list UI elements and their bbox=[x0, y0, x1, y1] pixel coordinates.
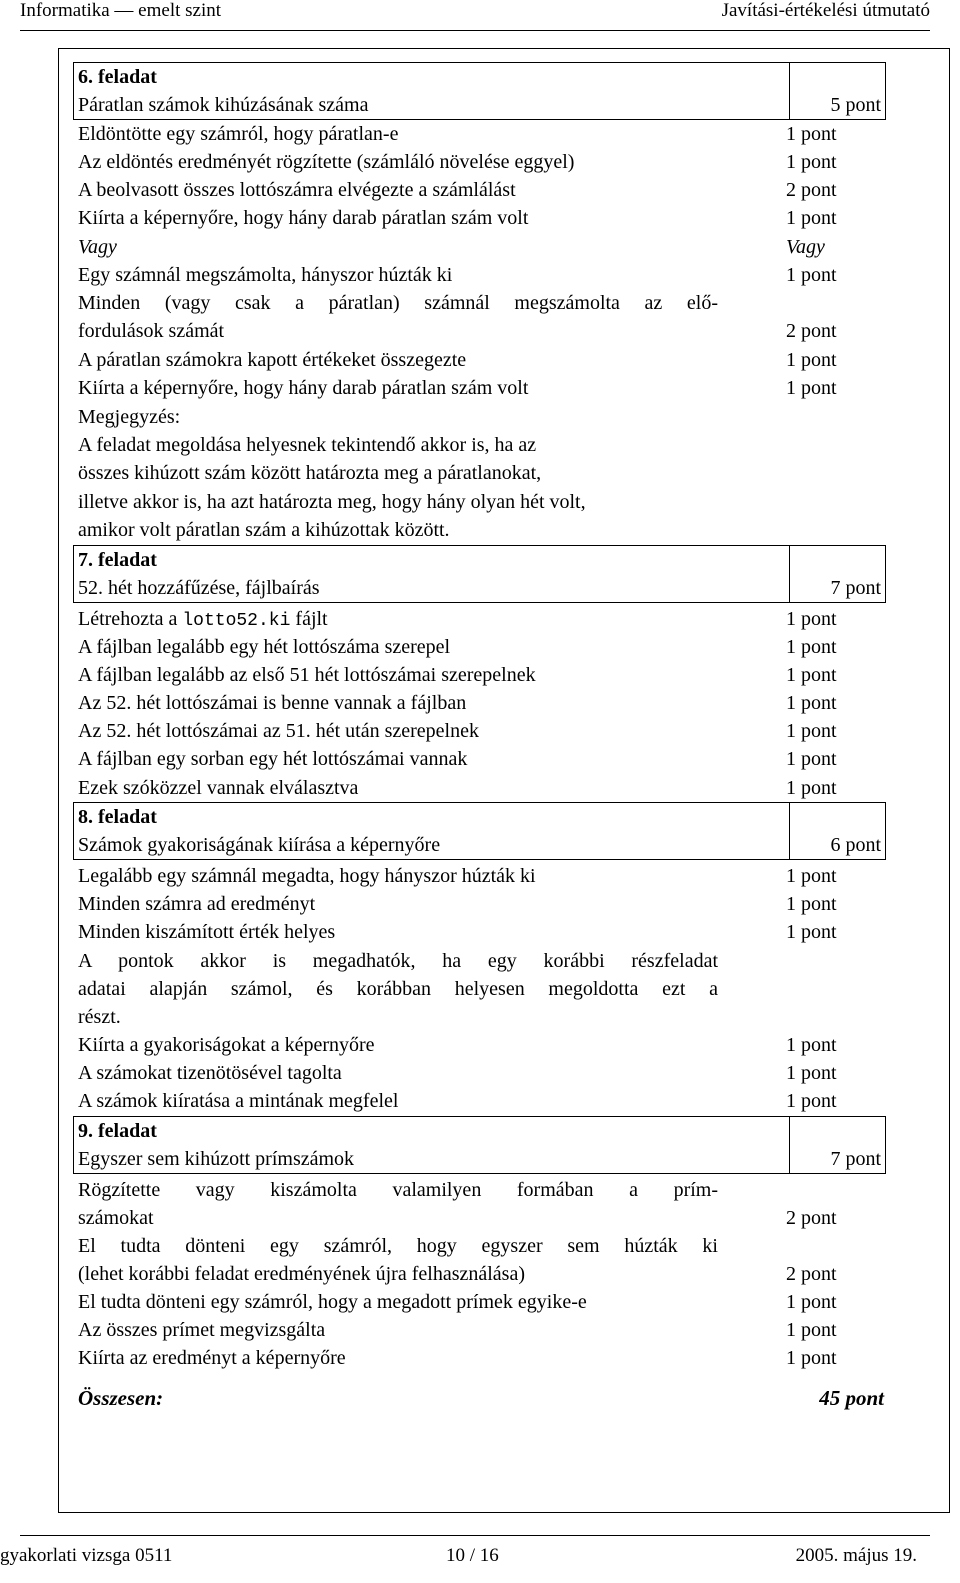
section-7-title: 7. feladat bbox=[78, 549, 157, 571]
list-item: Az 52. hét lottószámai is benne vannak a fájlban bbox=[78, 692, 467, 714]
file-name: lotto52.ki bbox=[182, 611, 291, 631]
points-value: 1 pont bbox=[786, 1034, 837, 1056]
list-item: A számok kiíratása a mintának megfelel bbox=[78, 1090, 399, 1112]
list-item: Az eldöntés eredményét rögzítette (számláló növelése eggyel) bbox=[78, 151, 575, 173]
section-8-subtitle: Számok gyakoriságának kiírása a képernyőre bbox=[78, 834, 441, 856]
list-item: El tudta dönteni egy számról, hogy a megadott prímek egyike-e bbox=[78, 1291, 587, 1313]
list-item: Eldöntötte egy számról, hogy páratlan-e bbox=[78, 123, 399, 145]
list-item: Kiírta a képernyőre, hogy hány darab páratlan szám volt bbox=[78, 377, 529, 399]
section-9-title: 9. feladat bbox=[78, 1120, 157, 1142]
note-label: Megjegyzés: bbox=[78, 406, 181, 428]
note-text: A pontok akkor is megadhatók, ha egy korábbi részfeladat bbox=[78, 950, 718, 972]
footer-exam-code: gyakorlati vizsga 0511 bbox=[0, 1545, 173, 1566]
list-item: Az 52. hét lottószámai az 51. hét után szerepelnek bbox=[78, 720, 479, 742]
section-7-total: 7 pont bbox=[830, 577, 881, 599]
section-8-total: 6 pont bbox=[830, 834, 881, 856]
header-subject: Informatika — emelt szint bbox=[20, 0, 222, 21]
header-rule bbox=[20, 30, 930, 31]
points-value: 1 pont bbox=[786, 608, 837, 630]
list-item: El tudta dönteni egy számról, hogy egyszer sem húzták ki bbox=[78, 1235, 718, 1257]
footer-date: 2005. május 19. bbox=[795, 1545, 917, 1566]
list-item: Kiírta a gyakoriságokat a képernyőre bbox=[78, 1034, 375, 1056]
points-value: 1 pont bbox=[786, 1347, 837, 1369]
list-item: A fájlban legalább egy hét lottószáma szerepel bbox=[78, 636, 451, 658]
list-item: Az összes prímet megvizsgálta bbox=[78, 1319, 326, 1341]
note-text: amikor volt páratlan szám a kihúzottak között. bbox=[78, 519, 450, 541]
points-value: 1 pont bbox=[786, 1291, 837, 1313]
list-item: Egy számnál megszámolta, hányszor húzták ki bbox=[78, 264, 453, 286]
page-footer bbox=[0, 1535, 960, 1583]
points-value: 2 pont bbox=[786, 179, 837, 201]
header-doc-title: Javítási-értékelési útmutató bbox=[721, 0, 930, 21]
list-item: Létrehozta a lotto52.ki fájlt bbox=[78, 608, 328, 631]
list-item: Rögzítette vagy kiszámolta valamilyen formában a prím- bbox=[78, 1179, 718, 1201]
section-8-title: 8. feladat bbox=[78, 806, 157, 828]
points-value: 1 pont bbox=[786, 777, 837, 799]
section-9-total: 7 pont bbox=[830, 1148, 881, 1170]
list-item: Kiírta az eredményt a képernyőre bbox=[78, 1347, 346, 1369]
points-value: 1 pont bbox=[786, 921, 837, 943]
list-item: Minden kiszámított érték helyes bbox=[78, 921, 336, 943]
list-item: A páratlan számokra kapott értékeket összegezte bbox=[78, 349, 467, 371]
list-item: Kiírta a képernyőre, hogy hány darab páratlan szám volt bbox=[78, 207, 529, 229]
list-item: (lehet korábbi feladat eredményének újra felhasználása) bbox=[78, 1263, 525, 1285]
list-item: Legalább egy számnál megadta, hogy hányszor húzták ki bbox=[78, 865, 536, 887]
list-item: A fájlban legalább az első 51 hét lottószámai szerepelnek bbox=[78, 664, 536, 686]
points-value: 1 pont bbox=[786, 349, 837, 371]
list-item: Minden (vagy csak a páratlan) számnál megszámolta az elő- bbox=[78, 292, 718, 314]
points-value: 1 pont bbox=[786, 1319, 837, 1341]
section-6-subtitle: Páratlan számok kihúzásának száma bbox=[78, 94, 369, 116]
points-value: 2 pont bbox=[786, 320, 837, 342]
points-value: 1 pont bbox=[786, 264, 837, 286]
list-item: Minden számra ad eredményt bbox=[78, 893, 316, 915]
list-item: Ezek szóközzel vannak elválasztva bbox=[78, 777, 359, 799]
points-value: 1 pont bbox=[786, 865, 837, 887]
note-text: illetve akkor is, ha azt határozta meg, hogy hány olyan hét volt, bbox=[78, 491, 586, 513]
points-value: 1 pont bbox=[786, 207, 837, 229]
section-6-title: 6. feladat bbox=[78, 66, 157, 88]
list-item: A fájlban egy sorban egy hét lottószámai vannak bbox=[78, 748, 468, 770]
footer-rule bbox=[20, 1535, 930, 1536]
list-item-alternative: Vagy bbox=[78, 236, 117, 258]
summary-label: Összesen: bbox=[78, 1386, 164, 1410]
points-value: 2 pont bbox=[786, 1263, 837, 1285]
points-value: 1 pont bbox=[786, 1062, 837, 1084]
page-header bbox=[0, 0, 960, 48]
points-value: 1 pont bbox=[786, 664, 837, 686]
list-item: A számokat tizenötösével tagolta bbox=[78, 1062, 342, 1084]
points-value: 2 pont bbox=[786, 1207, 837, 1229]
points-value: 1 pont bbox=[786, 720, 837, 742]
points-value: 1 pont bbox=[786, 893, 837, 915]
list-item: fordulások számát bbox=[78, 320, 225, 342]
footer-page-number: 10 / 16 bbox=[446, 1545, 499, 1566]
list-item: számokat bbox=[78, 1207, 154, 1229]
section-9-subtitle: Egyszer sem kihúzott prímszámok bbox=[78, 1148, 355, 1170]
points-alternative: Vagy bbox=[786, 236, 825, 258]
note-text: összes kihúzott szám között határozta meg a páratlanokat, bbox=[78, 462, 542, 484]
note-text: A feladat megoldása helyesnek tekintendő akkor is, ha az bbox=[78, 434, 537, 456]
section-7-subtitle: 52. hét hozzáfűzése, fájlbaírás bbox=[78, 577, 320, 599]
points-value: 1 pont bbox=[786, 151, 837, 173]
points-value: 1 pont bbox=[786, 123, 837, 145]
section-6-total: 5 pont bbox=[830, 94, 881, 116]
summary-total: 45 pont bbox=[819, 1386, 884, 1410]
points-value: 1 pont bbox=[786, 377, 837, 399]
points-value: 1 pont bbox=[786, 636, 837, 658]
note-text: részt. bbox=[78, 1006, 121, 1028]
note-text: adatai alapján számol, és korábban helyesen megoldotta ezt a bbox=[78, 978, 718, 1000]
points-value: 1 pont bbox=[786, 692, 837, 714]
points-value: 1 pont bbox=[786, 748, 837, 770]
points-value: 1 pont bbox=[786, 1090, 837, 1112]
list-item: A beolvasott összes lottószámra elvégezte a számlálást bbox=[78, 179, 516, 201]
